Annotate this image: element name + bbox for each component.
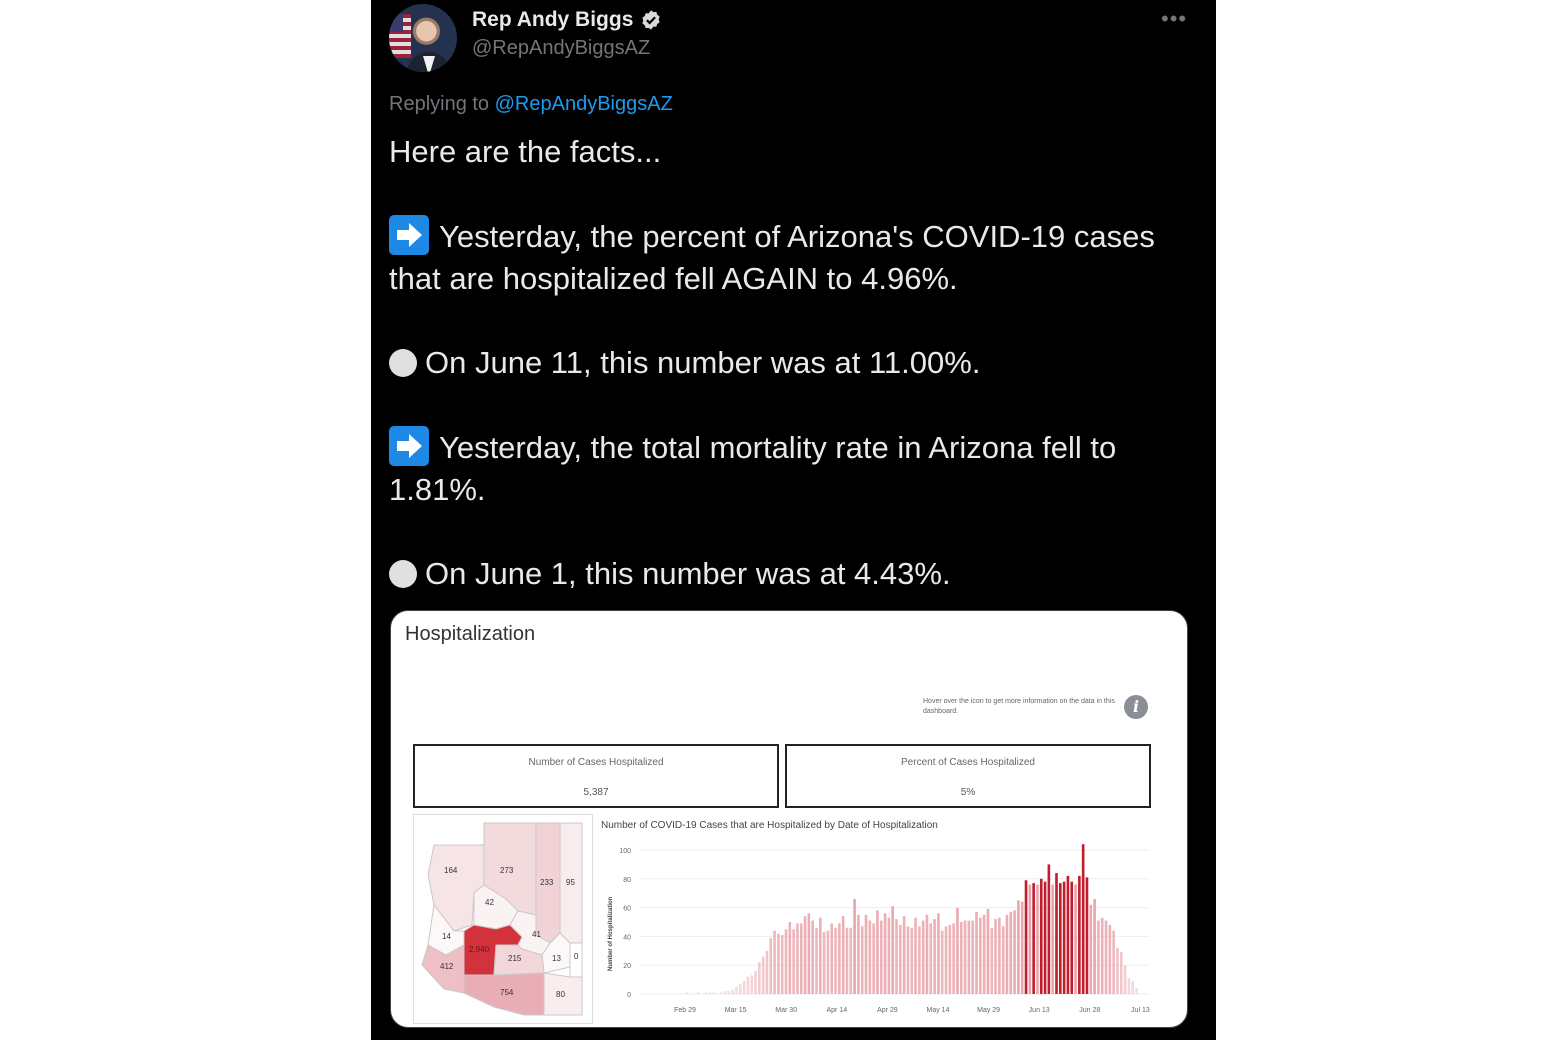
bar[interactable]: [747, 977, 750, 994]
county-label-navajo: 233: [540, 878, 554, 887]
bar[interactable]: [975, 912, 978, 994]
x-tick-label: Feb 29: [674, 1007, 696, 1014]
bar[interactable]: [929, 923, 932, 994]
bar[interactable]: [861, 926, 864, 994]
bar[interactable]: [1036, 885, 1039, 994]
user-handle[interactable]: @RepAndyBiggsAZ: [472, 37, 651, 59]
bar[interactable]: [785, 929, 788, 994]
bar[interactable]: [956, 908, 959, 994]
county-label-coconino: 273: [500, 866, 514, 875]
bar[interactable]: [922, 921, 925, 994]
x-tick-label: Mar 15: [724, 1007, 747, 1014]
bar[interactable]: [1093, 899, 1096, 994]
bar[interactable]: [1074, 885, 1077, 994]
bar[interactable]: [827, 931, 830, 994]
bar[interactable]: [1131, 981, 1134, 994]
y-tick-label: 80: [623, 876, 631, 884]
county-label-graham: 13: [552, 954, 561, 963]
county-label-mohave: 164: [444, 866, 458, 875]
bar[interactable]: [971, 921, 974, 994]
x-tick-label: Apr 14: [826, 1007, 848, 1014]
bar[interactable]: [998, 918, 1001, 994]
county-label-cochise: 80: [556, 990, 565, 999]
tweet-line-3: Yesterday, the total mortality rate in Arizona fell to 1.81%.: [389, 430, 1117, 507]
bar[interactable]: [1055, 873, 1058, 994]
bar[interactable]: [777, 934, 780, 994]
bar[interactable]: [1112, 931, 1115, 994]
x-tick-label: Mar 30: [775, 1007, 798, 1014]
kpi-percent-hospitalized: [785, 744, 1151, 808]
bar[interactable]: [1048, 864, 1051, 994]
bar[interactable]: [815, 928, 818, 994]
bar[interactable]: [979, 918, 982, 994]
bar[interactable]: [1017, 900, 1020, 994]
x-tick-label: May 14: [926, 1007, 950, 1014]
bar[interactable]: [754, 971, 757, 994]
bar[interactable]: [1070, 882, 1073, 994]
display-name[interactable]: Rep Andy Biggs: [472, 8, 634, 31]
bar[interactable]: [697, 993, 700, 994]
more-options-icon[interactable]: •••: [1161, 6, 1188, 31]
bar[interactable]: [743, 981, 746, 994]
chart-title: Number of COVID-19 Cases that are Hospitalized by Date of Hospitalization: [601, 820, 938, 831]
bar[interactable]: [1067, 876, 1070, 994]
bar[interactable]: [945, 926, 948, 994]
bar[interactable]: [705, 993, 708, 994]
bar[interactable]: [1120, 952, 1123, 994]
y-tick-label: 100: [619, 848, 631, 855]
bar[interactable]: [1040, 879, 1043, 994]
y-tick-label: 60: [623, 905, 631, 913]
bar[interactable]: [1051, 885, 1054, 994]
kpi-value: 5,387: [583, 787, 609, 798]
bar[interactable]: [941, 931, 944, 994]
bar[interactable]: [804, 916, 807, 994]
right-arrow-emoji-icon: [389, 215, 429, 255]
y-tick-label: 0: [627, 992, 631, 999]
bar[interactable]: [724, 991, 727, 994]
bar[interactable]: [731, 990, 734, 994]
bar[interactable]: [846, 928, 849, 994]
bar[interactable]: [1101, 918, 1104, 994]
kpi-value: 5%: [960, 787, 976, 798]
bar[interactable]: [903, 916, 906, 994]
replying-to-handle-link[interactable]: @RepAndyBiggsAZ: [494, 93, 673, 115]
white-circle-emoji-icon: [389, 560, 417, 588]
bar[interactable]: [819, 918, 822, 994]
bar[interactable]: [1097, 921, 1100, 994]
bar[interactable]: [880, 921, 883, 994]
hospitalization-bar-chart[interactable]: [599, 814, 1159, 1024]
bar[interactable]: [792, 929, 795, 994]
bar[interactable]: [686, 993, 689, 994]
y-tick-label: 20: [623, 963, 631, 971]
bar[interactable]: [808, 913, 811, 994]
bar[interactable]: [1044, 882, 1047, 994]
white-circle-emoji-icon: [389, 349, 417, 377]
bar[interactable]: [1063, 882, 1066, 994]
dashboard-hover-note: Hover over the icon to get more information on the data in this dashboard.: [923, 698, 1115, 715]
bar[interactable]: [830, 923, 833, 994]
bar[interactable]: [739, 984, 742, 994]
bar[interactable]: [994, 919, 997, 994]
bar[interactable]: [891, 906, 894, 994]
right-arrow-emoji-icon: [389, 426, 429, 466]
bar[interactable]: [884, 913, 887, 994]
bar[interactable]: [1025, 880, 1028, 994]
county-label-pinal: 215: [508, 954, 522, 963]
bar[interactable]: [1002, 926, 1005, 994]
bar[interactable]: [1086, 877, 1089, 994]
bar[interactable]: [910, 928, 913, 994]
bar[interactable]: [842, 916, 845, 994]
bar[interactable]: [872, 923, 875, 994]
bar[interactable]: [758, 962, 761, 994]
kpi-label: Number of Cases Hospitalized: [528, 757, 664, 768]
bar[interactable]: [1105, 921, 1108, 994]
chart-x-ticks: [674, 1007, 1150, 1014]
y-tick-label: 40: [623, 934, 631, 942]
bar[interactable]: [853, 899, 856, 994]
county-label-greenlee: 0: [574, 952, 579, 961]
bar[interactable]: [899, 925, 902, 994]
bar[interactable]: [1029, 885, 1032, 994]
bar[interactable]: [987, 909, 990, 994]
bar[interactable]: [769, 938, 772, 994]
bar[interactable]: [990, 928, 993, 994]
bar[interactable]: [949, 925, 952, 994]
bar[interactable]: [1089, 905, 1092, 994]
bar[interactable]: [1116, 948, 1119, 994]
bar[interactable]: [823, 932, 826, 994]
tweet-line-1: Yesterday, the percent of Arizona's COVID-19 cases that are hospitalized fell AGAIN to 4.96%.: [389, 219, 1155, 296]
bar[interactable]: [1059, 883, 1062, 994]
x-tick-label: Jun 28: [1079, 1007, 1101, 1014]
bar[interactable]: [811, 921, 814, 994]
bar[interactable]: [907, 926, 910, 994]
bar[interactable]: [762, 957, 765, 994]
arizona-county-map[interactable]: [413, 814, 593, 1024]
bar[interactable]: [1006, 915, 1009, 994]
bar[interactable]: [712, 993, 715, 994]
county-label-maricopa: 2,940: [469, 945, 490, 954]
bar[interactable]: [1124, 965, 1127, 994]
x-tick-label: May 29: [977, 1007, 1001, 1014]
bar[interactable]: [964, 921, 967, 994]
bar[interactable]: [1009, 912, 1012, 994]
attached-image-card[interactable]: [390, 610, 1188, 1028]
bar[interactable]: [1135, 988, 1138, 994]
kpi-cases-hospitalized: [413, 744, 779, 808]
county-label-la-paz: 14: [442, 932, 451, 941]
bar[interactable]: [937, 913, 940, 994]
bar[interactable]: [1013, 910, 1016, 994]
info-icon[interactable]: i: [1124, 695, 1148, 719]
county-label-yavapai: 42: [485, 898, 494, 907]
bar[interactable]: [1082, 844, 1085, 994]
bar[interactable]: [728, 991, 731, 994]
bar[interactable]: [926, 915, 929, 994]
bar[interactable]: [789, 922, 792, 994]
bar[interactable]: [876, 910, 879, 994]
bar[interactable]: [773, 931, 776, 994]
bar[interactable]: [933, 919, 936, 994]
x-tick-label: Apr 29: [877, 1007, 898, 1014]
county-label-yuma: 412: [440, 962, 454, 971]
bar[interactable]: [796, 923, 799, 994]
bar[interactable]: [888, 918, 891, 994]
bar[interactable]: [952, 923, 955, 994]
bar[interactable]: [720, 993, 723, 994]
bar[interactable]: [800, 923, 803, 994]
county-label-gila: 41: [532, 930, 541, 939]
chart-bars: [686, 844, 1138, 994]
bar[interactable]: [849, 928, 852, 994]
bar[interactable]: [914, 918, 917, 994]
bar[interactable]: [750, 975, 753, 994]
bar[interactable]: [1021, 902, 1024, 994]
bar[interactable]: [834, 928, 837, 994]
bar[interactable]: [1078, 876, 1081, 994]
profile-avatar[interactable]: [389, 4, 457, 72]
county-label-apache: 95: [566, 878, 575, 887]
bar[interactable]: [1032, 883, 1035, 994]
x-tick-label: Jun 13: [1028, 1007, 1050, 1014]
bar[interactable]: [865, 915, 868, 994]
dashboard-title: Hospitalization: [405, 623, 536, 645]
bar[interactable]: [1109, 925, 1112, 994]
tweet-line-intro: Here are the facts...: [389, 134, 662, 169]
bar[interactable]: [895, 919, 898, 994]
bar[interactable]: [838, 923, 841, 994]
bar[interactable]: [857, 915, 860, 994]
chart-y-axis-label: Number of Hospitalization: [608, 896, 614, 971]
x-tick-label: Jul 13: [1131, 1007, 1150, 1014]
verified-badge-icon: [640, 9, 662, 31]
bar[interactable]: [918, 926, 921, 994]
tweet: [371, 0, 1216, 1040]
bar[interactable]: [960, 922, 963, 994]
chart-y-ticks: [619, 848, 631, 999]
bar[interactable]: [766, 951, 769, 994]
replying-to: Replying to @RepAndyBiggsAZ: [389, 93, 673, 115]
tweet-text: [389, 131, 1189, 595]
tweet-line-2: On June 11, this number was at 11.00%.: [425, 345, 981, 380]
kpi-label: Percent of Cases Hospitalized: [901, 757, 1035, 768]
bar[interactable]: [709, 993, 712, 994]
bar[interactable]: [735, 987, 738, 994]
county-label-pima: 754: [500, 988, 514, 997]
bar[interactable]: [1128, 978, 1131, 994]
bar[interactable]: [869, 921, 872, 994]
bar[interactable]: [781, 935, 784, 994]
bar[interactable]: [968, 921, 971, 994]
tweet-line-4: On June 1, this number was at 4.43%.: [425, 556, 951, 591]
bar[interactable]: [983, 915, 986, 994]
